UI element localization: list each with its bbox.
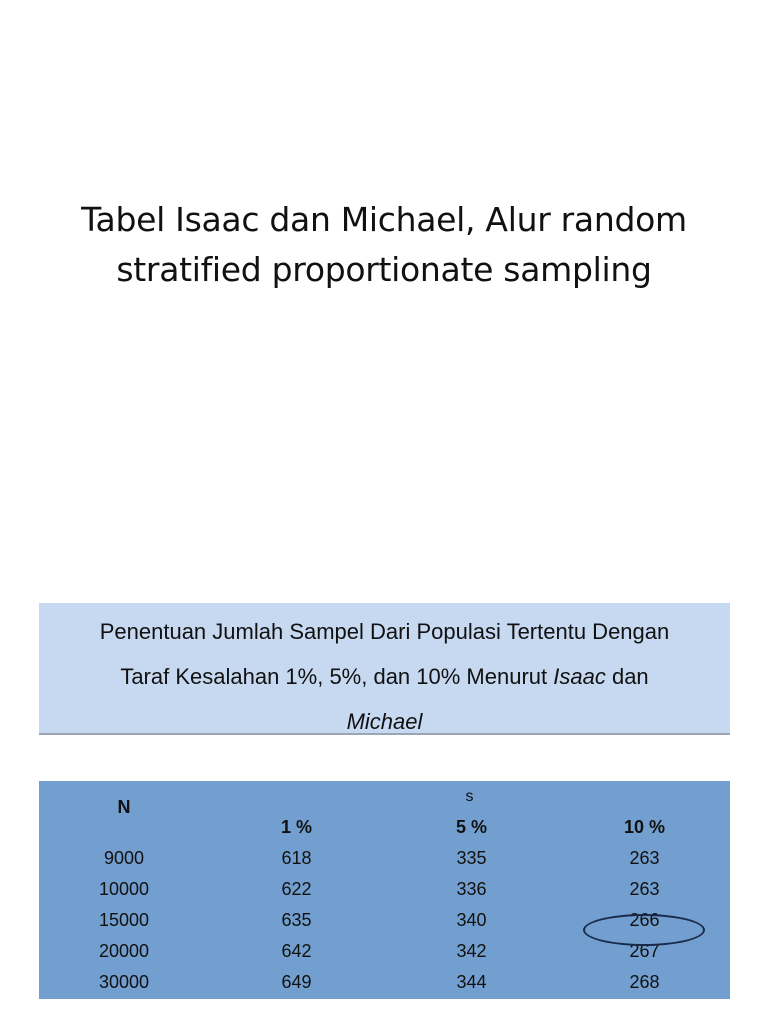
sample-size-table (39, 781, 730, 998)
header-n: N (117, 796, 131, 817)
cell-5-percent: 335 (456, 848, 487, 868)
header-col-1-percent: 1 % (280, 817, 313, 837)
cell-n: 9000 (103, 848, 145, 868)
cell-1-percent: 649 (281, 972, 312, 992)
caption-line-2-prefix: Taraf Kesalahan 1%, 5%, dan 10% Menurut (120, 664, 554, 689)
cell-1-percent: 635 (281, 910, 312, 930)
cell-5-percent: 344 (456, 972, 487, 992)
cell-10-percent: 267 (629, 941, 660, 961)
cell-5-percent: 340 (456, 910, 487, 930)
cell-5-percent: 342 (456, 941, 487, 961)
header-col-5-percent: 5 % (455, 817, 488, 837)
caption-author-isaac: Isaac (553, 664, 606, 689)
sample-size-table-panel (39, 781, 730, 999)
table-header-row-top (39, 781, 730, 812)
cell-n: 30000 (98, 972, 150, 992)
cell-10-percent: 268 (629, 972, 660, 992)
cell-n: 10000 (98, 879, 150, 899)
cell-1-percent: 618 (281, 848, 312, 868)
annotation-ellipse (583, 914, 705, 946)
slide-title-line-2: stratified proportionate sampling (116, 250, 652, 289)
caption-line-2 (39, 654, 730, 699)
cell-n: 15000 (98, 910, 150, 930)
table-row (39, 874, 730, 905)
header-col-10-percent: 10 % (624, 817, 666, 837)
table-row (39, 967, 730, 998)
caption-line-3 (39, 699, 730, 744)
cell-5-percent: 336 (456, 879, 487, 899)
header-s: s (465, 787, 474, 805)
slide-title (40, 195, 728, 295)
caption-line-1: Penentuan Jumlah Sampel Dari Populasi Tertentu Dengan (99, 619, 670, 644)
cell-1-percent: 642 (281, 941, 312, 961)
cell-1-percent: 622 (281, 879, 312, 899)
table-row (39, 843, 730, 874)
cell-10-percent: 263 (629, 879, 660, 899)
caption-line-2-suffix: dan (605, 664, 649, 689)
table-caption-box (39, 603, 730, 735)
cell-10-percent: 263 (629, 848, 660, 868)
slide-title-line-1: Tabel Isaac dan Michael, Alur random (81, 200, 687, 239)
cell-10-percent: 266 (629, 910, 660, 930)
caption-author-michael: Michael (346, 709, 423, 734)
cell-n: 20000 (98, 941, 150, 961)
table-caption (39, 603, 730, 744)
